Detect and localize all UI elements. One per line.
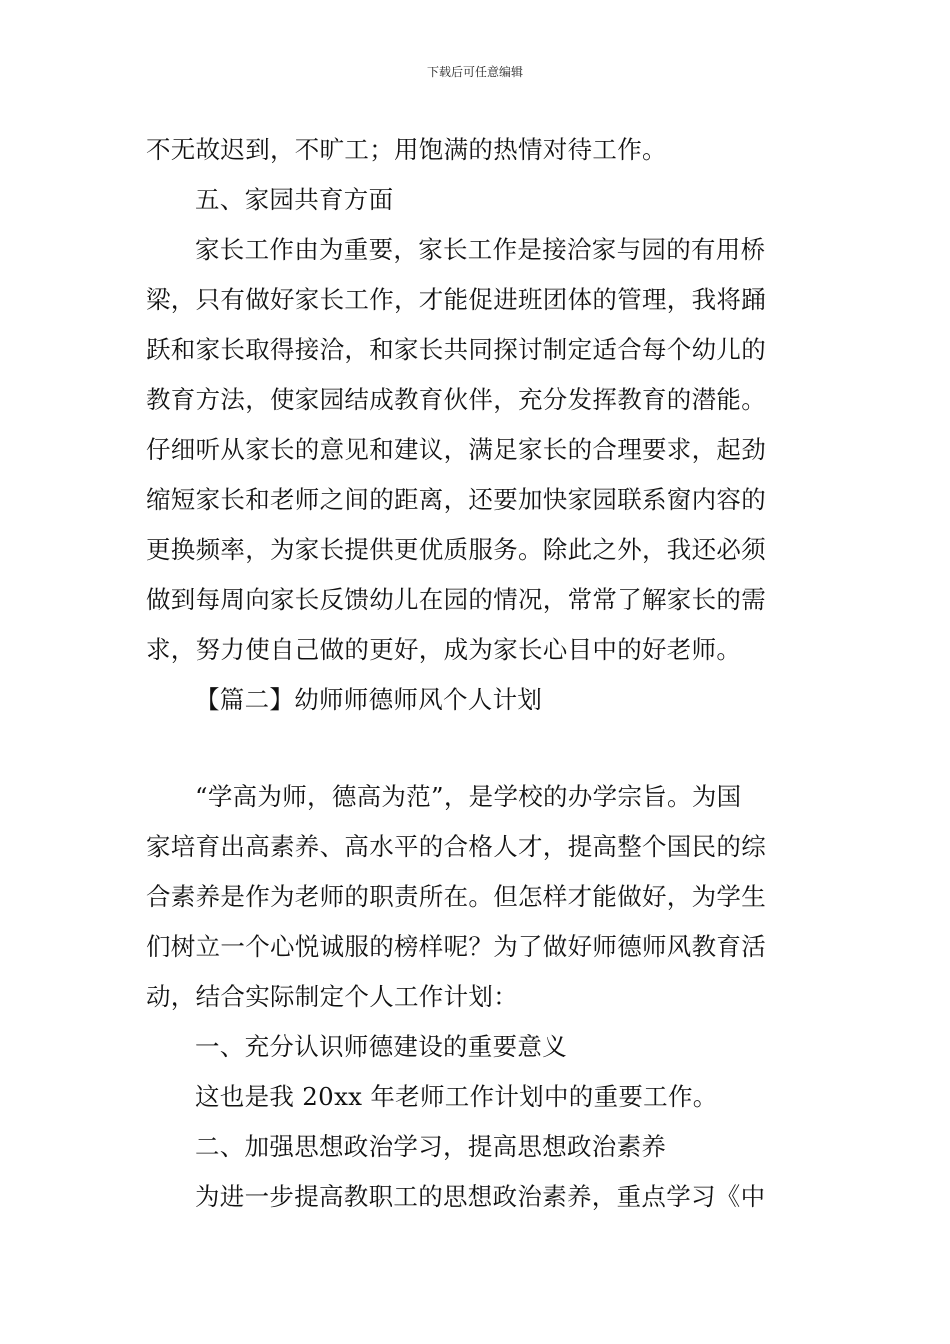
text-line-15: 合素养是作为老师的职责所在。但怎样才能做好，为学生 xyxy=(146,882,766,911)
text-line-1: 不无故迟到，不旷工；用饱满的热情对待工作。 xyxy=(146,135,667,164)
text-line-13: “学高为师，德高为范”，是学校的办学宗旨。为国 xyxy=(195,782,742,811)
section-heading-2: 二、加强思想政治学习，提高思想政治素养 xyxy=(195,1132,667,1161)
text-line-6: 教育方法，使家园结成教育伙伴，充分发挥教育的潜能。 xyxy=(146,385,766,414)
page-header: 下载后可任意编辑 xyxy=(426,65,523,79)
text-line-7: 仔细听从家长的意见和建议，满足家长的合理要求，起劲 xyxy=(146,435,766,464)
section-heading-1: 一、充分认识师德建设的重要意义 xyxy=(195,1032,567,1061)
text-line-14: 家培育出高素养、高水平的合格人才，提高整个国民的综 xyxy=(146,832,766,861)
text-line-3: 家长工作由为重要，家长工作是接洽家与园的有用桥 xyxy=(195,235,766,264)
text-line-9: 更换频率，为家长提供更优质服务。除此之外，我还必须 xyxy=(146,535,766,564)
text-line-4: 梁，只有做好家长工作，才能促进班团体的管理，我将踊 xyxy=(146,285,766,314)
text-line-16: 们树立一个心悦诚服的榜样呢？为了做好师德师风教育活 xyxy=(146,932,766,961)
text-line-8: 缩短家长和老师之间的距离，还要加快家园联系窗内容的 xyxy=(146,485,766,514)
text-line-17: 动，结合实际制定个人工作计划： xyxy=(146,982,518,1011)
chapter-title: 【篇二】幼师师德师风个人计划 xyxy=(195,685,543,714)
text-line-10: 做到每周向家长反馈幼儿在园的情况，常常了解家长的需 xyxy=(146,585,766,614)
section-heading-5: 五、家园共育方面 xyxy=(195,185,394,214)
text-line-11: 求，努力使自己做的更好，成为家长心目中的好老师。 xyxy=(146,635,742,664)
text-line-19: 这也是我 20xx 年老师工作计划中的重要工作。 xyxy=(195,1082,718,1111)
text-line-21: 为进一步提高教职工的思想政治素养，重点学习《中 xyxy=(195,1182,766,1211)
text-line-5: 跃和家长取得接洽，和家长共同探讨制定适合每个幼儿的 xyxy=(146,335,766,364)
